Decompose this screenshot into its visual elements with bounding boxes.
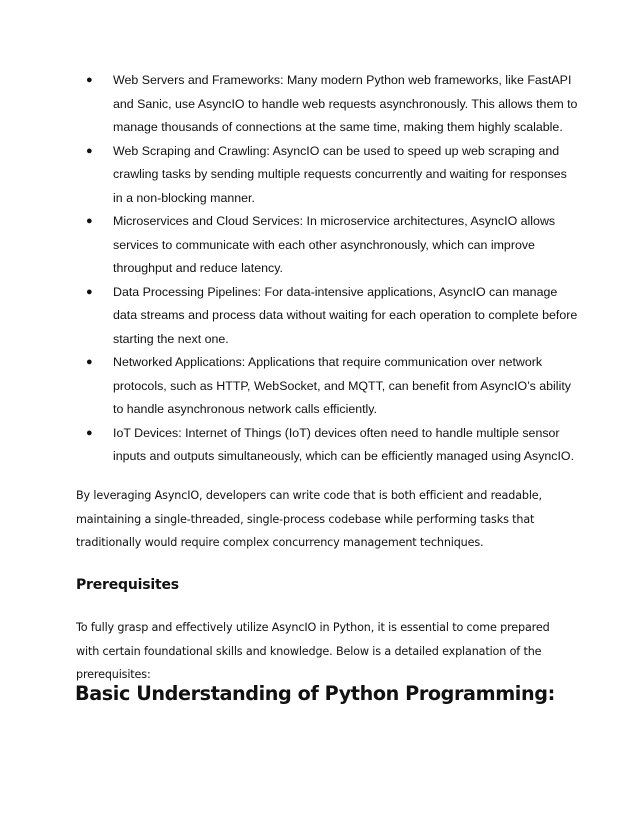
- list-item-text: For data-intensive applications, AsyncIO can manage data streams and process data without waiting for each operation to complete before starting the next one.: [113, 284, 578, 346]
- list-item: [78, 140, 578, 211]
- list-item-text: In microservice architectures, AsyncIO allows services to communicate with each other asynchronously, which can improve throughput and reduce latency.: [113, 214, 556, 275]
- prerequisites-paragraph: To fully grasp and effectively utilize AsyncIO in Python, it is essential to come prepared with certain foundational skills and knowledge. Below is a detailed explanation of the prerequisites:: [76, 621, 550, 681]
- list-item: [78, 281, 578, 352]
- list-item-label: Microservices and Cloud Services:: [113, 214, 304, 228]
- list-item-label: IoT Devices:: [113, 425, 182, 440]
- section-heading: Basic Understanding of Python Programming:: [75, 682, 555, 705]
- use-cases-list: [78, 69, 578, 469]
- list-item-label: Networked Applications:: [113, 355, 246, 369]
- bullet-icon: ●: [86, 144, 93, 157]
- summary-paragraph: By leveraging AsyncIO, developers can write code that is both efficient and readable, maintaining a single-threaded, single-process codebase while performing tasks that traditionally would require complex concurrency management techniques.: [76, 489, 542, 549]
- list-item-label: Web Servers and Frameworks:: [113, 73, 284, 87]
- list-item-text: Applications that require communication over network protocols, such as HTTP, WebSocket, and MQTT, can benefit from AsyncIO’s ability to handle asynchronous network calls efficiently.: [113, 355, 571, 416]
- bullet-icon: ●: [86, 74, 93, 86]
- bullet-icon: ●: [86, 356, 93, 368]
- list-item-text: AsyncIO can be used to speed up web scraping and crawling tasks by sending multiple requests concurrently and waiting for responses in a non-blocking manner.: [113, 143, 567, 205]
- list-item-text: Internet of Things (IoT) devices often need to handle multiple sensor inputs and outputs simultaneously, which can be efficiently managed using AsyncIO.: [113, 425, 575, 463]
- list-item-label: Data Processing Pipelines:: [113, 284, 262, 299]
- bullet-icon: ●: [86, 215, 93, 227]
- bullet-icon: ●: [86, 285, 93, 298]
- list-item-label: Web Scraping and Crawling:: [113, 143, 270, 158]
- list-item: [78, 422, 578, 469]
- bullet-icon: ●: [86, 426, 93, 439]
- list-item: [78, 351, 578, 422]
- prerequisites-heading: Prerequisites: [76, 577, 179, 593]
- list-item: [78, 210, 578, 281]
- list-item-text: Many modern Python web frameworks, like FastAPI and Sanic, use AsyncIO to handle web requests asynchronously. This allows them to manage thousands of connections at the same time, making them highly scalable.: [113, 73, 578, 134]
- list-item: [78, 69, 578, 140]
